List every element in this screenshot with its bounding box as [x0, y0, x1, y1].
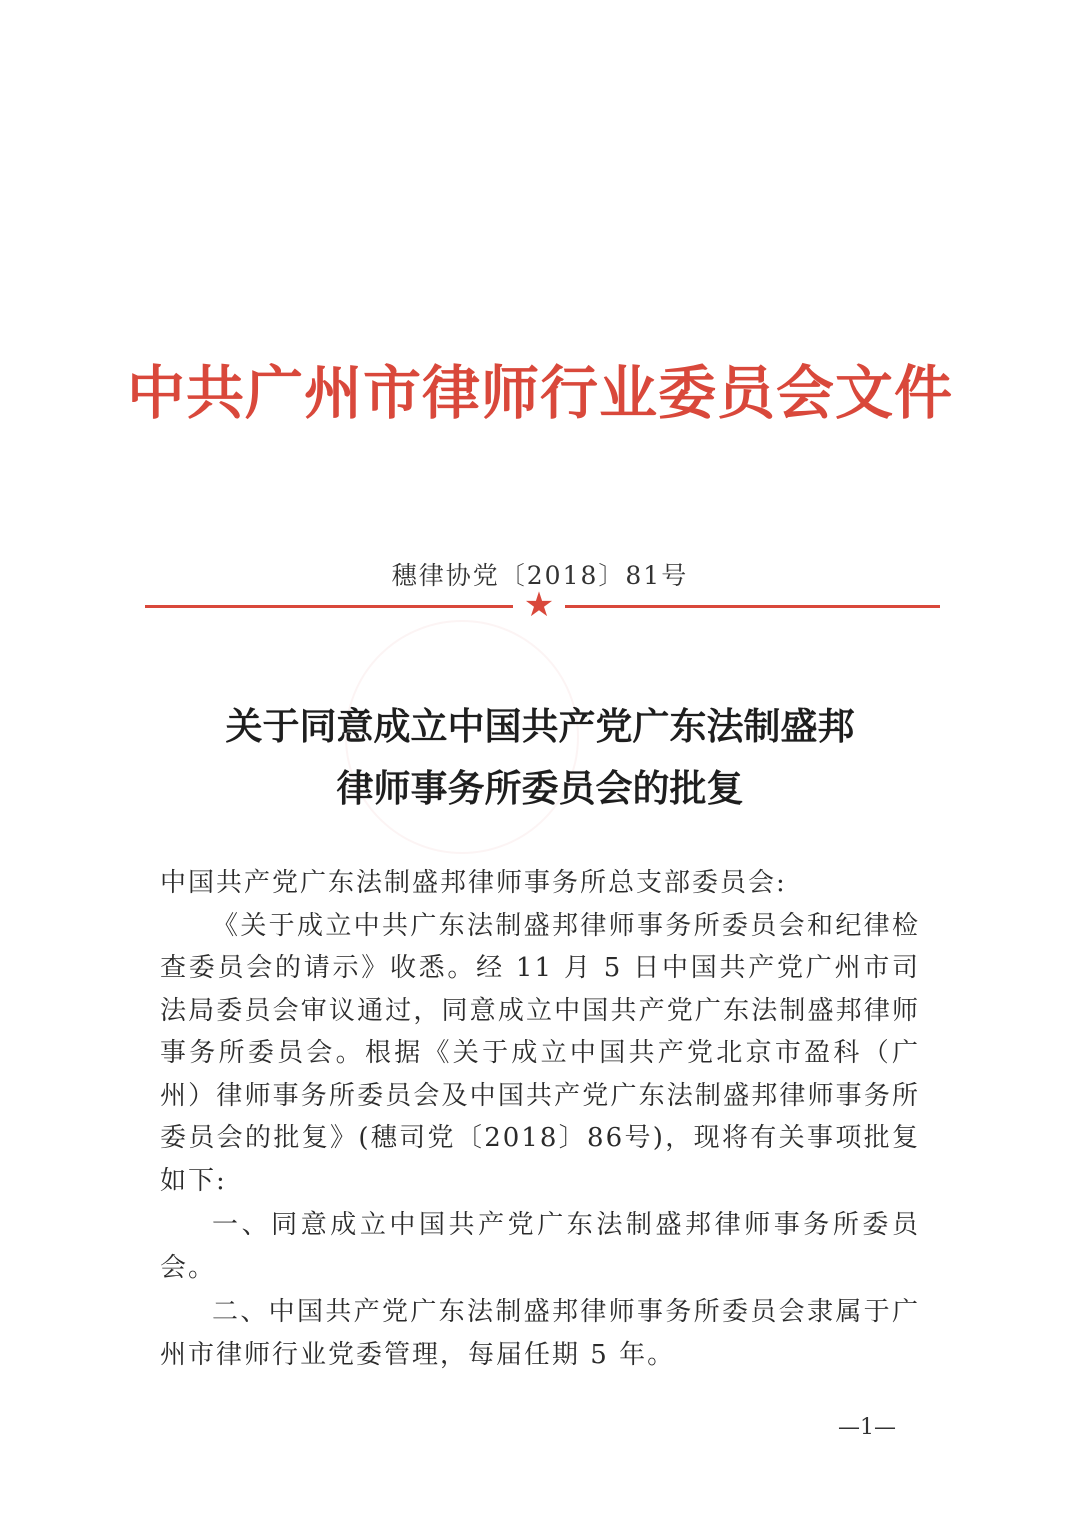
red-divider-left	[145, 605, 513, 608]
document-body	[160, 862, 920, 1376]
decision-item-2: 二、中国共产党广东法制盛邦律师事务所委员会隶属于广州市律师行业党委管理，每届任期 5 年。	[160, 1297, 920, 1370]
document-number: 穗律协党〔2018〕81号	[391, 561, 689, 590]
decision-item-1: 一、同意成立中国共产党广东法制盛邦律师事务所委员会。	[160, 1210, 920, 1283]
red-divider-right	[565, 605, 940, 608]
document-title	[0, 696, 1080, 820]
title-line-2: 律师事务所委员会的批复	[336, 767, 744, 810]
star-icon: ★	[523, 585, 555, 625]
title-line-1: 关于同意成立中国共产党广东法制盛邦	[225, 705, 855, 748]
addressee: 中国共产党广东法制盛邦律师事务所总支部委员会:	[160, 868, 787, 898]
page-number: —1—	[838, 1415, 896, 1440]
body-paragraph: 《关于成立中共广东法制盛邦律师事务所委员会和纪律检查委员会的请示》收悉。经 11 月 5 日中国共产党广州市司法局委员会审议通过，同意成立中国共产党广东法制盛邦律师事务所委员会。根据《关于成立中国共产党北京市盈科（广州）律师事务所委员会及中国共产党广东法制盛邦律师事务所委员会的批复》(穗司党〔2018〕86号)，现将有关事项批复如下:	[160, 910, 920, 1196]
issuer-header: 中共广州市律师行业委员会文件	[126, 359, 953, 427]
